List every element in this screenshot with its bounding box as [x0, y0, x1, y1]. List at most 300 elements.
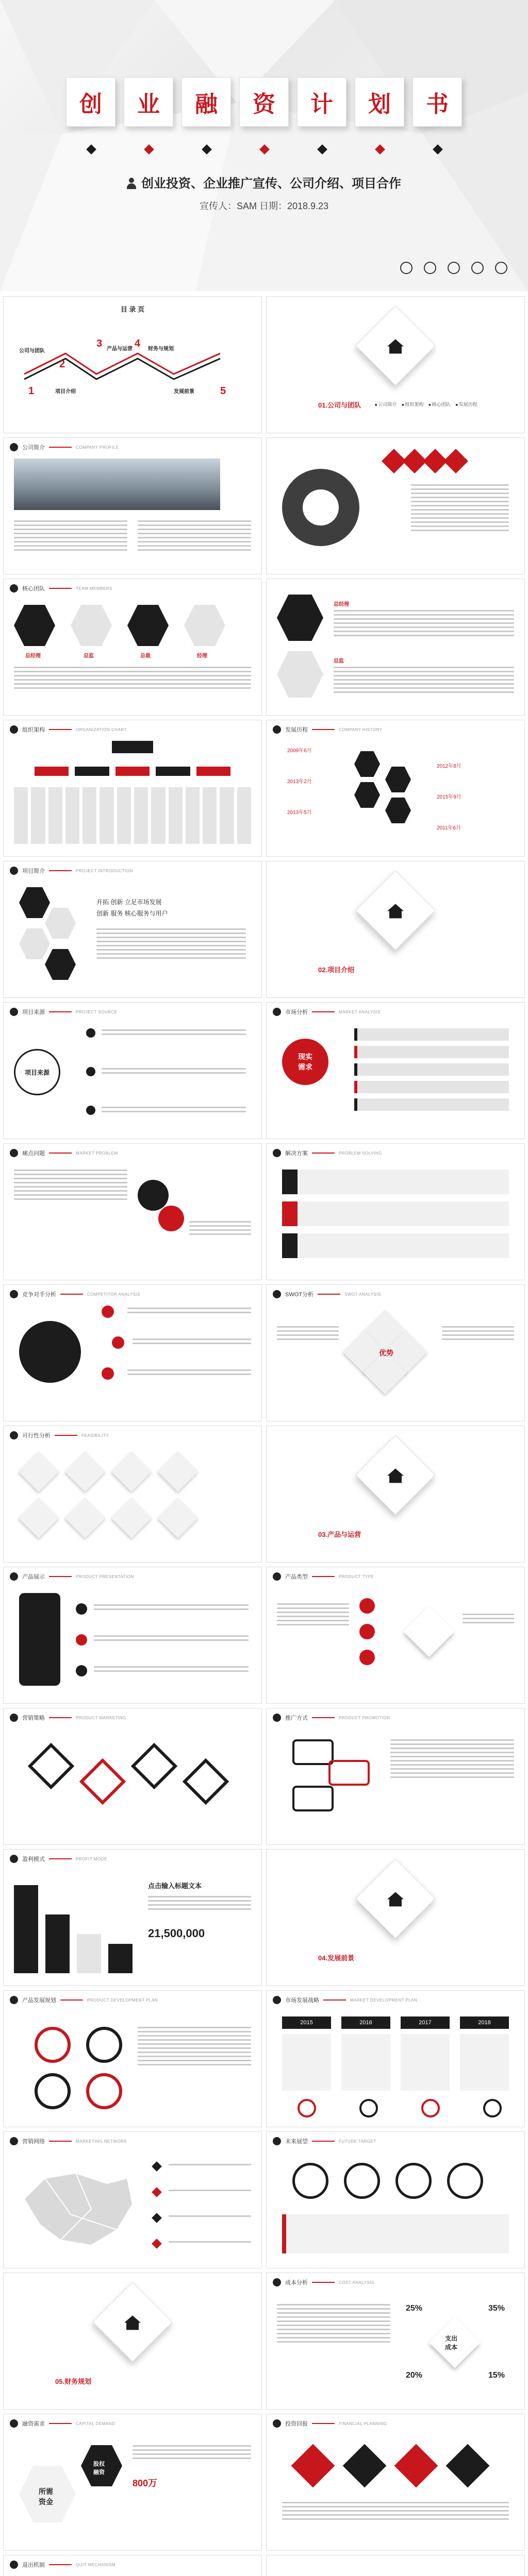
slide-network [3, 2131, 262, 2268]
slide-financing [3, 2414, 262, 2551]
header-en: PROJECT SOURCE [76, 1009, 118, 1014]
header-en: ORGANIZATION CHART [76, 727, 127, 732]
type-diamond [404, 1606, 455, 1657]
section-title: 04.发展前景 [318, 1954, 355, 1962]
header-icon [10, 1996, 18, 2004]
section-title: 02.项目介绍 [318, 966, 355, 974]
source-text [102, 1107, 246, 1115]
product-dot [76, 1634, 87, 1646]
diamond-red [443, 449, 468, 473]
avatar [14, 605, 55, 646]
slide-team [3, 579, 262, 716]
cover-title [0, 77, 528, 127]
investment-diamond [394, 2444, 438, 2488]
header-icon [10, 1149, 18, 1157]
competitor-photo [19, 1321, 81, 1383]
feasibility-diamond [157, 1497, 198, 1538]
org-level-2 [35, 767, 230, 776]
home-icon [386, 1890, 405, 1908]
type-dot [359, 1650, 375, 1665]
team-role: 总经理 [334, 602, 349, 607]
avatar [277, 651, 323, 698]
china-map [14, 2158, 138, 2261]
slide-history [266, 720, 525, 857]
type-text [277, 1603, 349, 1628]
slide-marketing [3, 1708, 262, 1845]
header-icon [10, 1431, 18, 1439]
solution-list [282, 1170, 509, 1258]
marketing-diamond [28, 1743, 75, 1790]
header-cn: 组织架构 [22, 727, 45, 733]
header-cn: 市场分析 [285, 1009, 308, 1015]
competitor-dot [112, 1336, 124, 1349]
header-icon [10, 725, 18, 734]
history-year: 2009年6月 [287, 748, 312, 754]
slide-promotion [266, 1708, 525, 1845]
toc-item: 项目介绍 [55, 389, 76, 395]
header-cn: 痛点问题 [22, 1150, 45, 1157]
header-icon [10, 1855, 18, 1863]
toc-num: 5 [220, 385, 226, 397]
slide-section-5 [3, 2273, 262, 2410]
slide-header [10, 867, 133, 875]
problem-circle [138, 1180, 169, 1211]
company-text [14, 520, 127, 553]
header-en: PRODUCT DEVELOPMENT PLAN [87, 1997, 158, 2003]
product-dot [76, 1665, 87, 1676]
phone-mockup [19, 1593, 60, 1686]
section-tags [375, 401, 477, 408]
promo-text [390, 1739, 514, 1781]
source-dot [86, 1067, 95, 1076]
slide-market [266, 1002, 525, 1139]
team-text [411, 484, 509, 534]
slide-section-2 [266, 861, 525, 998]
cost-percent: 35% [488, 2304, 505, 2313]
header-en: PROFIT MODE [76, 1856, 107, 1861]
avatar [184, 605, 225, 646]
marketing-diamond [131, 1743, 178, 1790]
title-char: 创 [66, 77, 116, 127]
header-icon [273, 725, 281, 734]
title-char: 资 [239, 77, 289, 127]
slide-competition [3, 1284, 262, 1421]
slide-header [273, 1290, 381, 1298]
slide-header [273, 1996, 417, 2004]
person-icon [127, 178, 136, 189]
header-cn: 成本分析 [285, 2280, 308, 2286]
problem-circle [158, 1206, 184, 1231]
history-year: 2011年6月 [437, 825, 461, 831]
header-icon [10, 1714, 18, 1722]
header-icon [10, 443, 18, 451]
slide-team-2 [266, 579, 525, 716]
profit-text [148, 1896, 251, 1912]
financing-center: 所需 资金 [39, 2487, 53, 2506]
header-en: CAPITAL DEMAND [76, 2421, 116, 2426]
plan-marker [483, 2099, 502, 2117]
plan-marker [298, 2099, 316, 2117]
section-tag: ■ 公司简介 [375, 401, 397, 408]
toc-num: 2 [59, 359, 65, 370]
header-icon [273, 2419, 281, 2428]
header-icon [273, 1290, 281, 1298]
header-icon [10, 2561, 18, 2569]
header-icon [273, 2278, 281, 2286]
title-char: 业 [124, 77, 173, 127]
avatar [71, 605, 112, 646]
header-en: FEASIBILITY [81, 1433, 109, 1438]
future-circle [344, 2163, 380, 2199]
slide-problem [3, 1143, 262, 1280]
plan-year: 2018 [460, 2016, 509, 2029]
problem-text [189, 1221, 251, 1238]
problem-text [14, 1170, 127, 1202]
plan-year: 2016 [341, 2016, 390, 2029]
avatar [127, 605, 169, 646]
swot-center: 优势 [379, 1349, 393, 1357]
header-en: FUTURE TARGET [339, 2139, 376, 2144]
section-diamond [355, 870, 436, 951]
section-title: 05.财务规划 [55, 2378, 92, 2385]
promo-box [292, 1786, 334, 1811]
plan-marker [421, 2099, 440, 2117]
promo-box [292, 1739, 334, 1765]
title-char: 融 [182, 77, 231, 127]
header-cn: 融资需求 [22, 2421, 45, 2427]
home-icon [386, 902, 405, 920]
history-hex [354, 751, 380, 777]
plan-cards [282, 2034, 509, 2091]
slide-type [266, 1567, 525, 1704]
plan-circle [86, 2073, 122, 2109]
home-icon [123, 2313, 142, 2332]
network-marker [152, 2161, 162, 2172]
header-icon [273, 2137, 281, 2145]
cost-percent: 15% [488, 2371, 505, 2380]
intro-hex [45, 908, 76, 939]
section-diamond [92, 2282, 173, 2362]
bulb-icon: 现实 需求 [282, 1039, 328, 1085]
header-icon [273, 1008, 281, 1016]
title-char: 划 [355, 77, 404, 127]
promo-box [328, 1760, 370, 1786]
future-box [282, 2214, 509, 2253]
feasibility-diamond [111, 1497, 152, 1538]
header-cn: 产品类型 [285, 1574, 308, 1580]
slide-thanks [266, 2555, 525, 2576]
history-year: 2012年8月 [437, 764, 461, 769]
slide-header [273, 1714, 390, 1722]
financing-text [133, 2445, 251, 2462]
slide-header [10, 1855, 107, 1863]
feasibility-diamond [157, 1451, 198, 1492]
header-icon [10, 867, 18, 875]
slide-header [273, 1008, 381, 1016]
header-en: QUIT MECHANISM [76, 2562, 116, 2567]
cost-center: 支出 成本 [445, 2335, 458, 2351]
plan-year: 2017 [401, 2016, 450, 2029]
home-icon [386, 337, 405, 355]
home-icon [386, 1466, 405, 1485]
toc-item: 发展前景 [174, 389, 194, 395]
header-cn: 营销网络 [22, 2139, 45, 2145]
plan-circle [35, 2027, 71, 2063]
slide-profit [3, 1849, 262, 1986]
competitor-text [133, 1338, 251, 1347]
intro-hex [45, 949, 76, 980]
header-icon [10, 1008, 18, 1016]
chart-icon [448, 262, 460, 274]
plan-marker [359, 2099, 378, 2117]
header-en: MARKETING NETWORK [76, 2139, 127, 2144]
slide-team-circle [266, 437, 525, 574]
avatar [277, 595, 323, 641]
slide-company [3, 437, 262, 574]
slide-plan [3, 1990, 262, 2127]
slide-swot [266, 1284, 525, 1421]
header-en: COMPANY PROFILE [76, 445, 119, 450]
slide-header [10, 584, 112, 592]
slide-header [10, 1431, 109, 1439]
header-en: PROBLEM SOLVING [339, 1150, 382, 1156]
competitor-dot [102, 1367, 114, 1380]
intro-line: 创新 服务 核心服务与用户 [96, 910, 168, 917]
cover-slide [0, 0, 528, 291]
header-cn: 可行性分析 [22, 1433, 51, 1439]
slide-header [10, 1149, 118, 1157]
financing-amount: 800万 [133, 2478, 158, 2488]
history-hex [385, 798, 411, 823]
slide-header [10, 1008, 118, 1016]
competitor-text [127, 1369, 251, 1378]
section-diamond [355, 1858, 436, 1939]
cost-text [277, 2304, 390, 2345]
header-cn: 竞争对手分析 [22, 1292, 56, 1298]
slide-header [10, 1714, 126, 1722]
slide-header [10, 725, 127, 734]
slide-header [10, 1572, 134, 1581]
slide-header [10, 2137, 127, 2145]
section-title: 03.产品与运营 [318, 1531, 361, 1538]
header-en: MARKET ANALYSIS [339, 1009, 381, 1014]
plan-text [138, 2027, 251, 2068]
source-dot [86, 1028, 95, 1038]
plan-circle [35, 2073, 71, 2109]
header-cn: 市场发展战略 [285, 1997, 319, 2004]
swot-text [442, 1326, 514, 1343]
slide-header [273, 1149, 382, 1157]
product-text [94, 1666, 249, 1674]
profit-heading: 点击输入标题文本 [148, 1882, 202, 1890]
section-diamond [355, 306, 436, 386]
toc-zigzag [4, 297, 262, 433]
slide-header [10, 443, 119, 451]
header-cn: 退出机制 [22, 2562, 45, 2568]
investment-diamond [343, 2444, 387, 2488]
slide-investment [266, 2414, 525, 2551]
slide-header [273, 2278, 374, 2286]
investment-diamond [291, 2444, 335, 2488]
header-cn: 发展历程 [285, 727, 308, 733]
header-cn: 解决方案 [285, 1150, 308, 1157]
plan-years [282, 2016, 509, 2029]
header-icon [273, 1996, 281, 2004]
cover-icon-row [400, 262, 507, 274]
header-icon [273, 1149, 281, 1157]
plan-year: 2015 [282, 2016, 331, 2029]
profit-bars [14, 1875, 133, 1973]
header-cn: 公司简介 [22, 445, 45, 451]
toc-item: 产品与运营 [107, 346, 133, 352]
header-en: PRODUCT TYPE [339, 1574, 374, 1579]
financing-sub: 股权 融资 [93, 2461, 105, 2476]
source-text [102, 1029, 246, 1038]
header-en: PRODUCT MARKETING [76, 1715, 126, 1720]
slide-header [273, 2137, 376, 2145]
title-char: 书 [412, 77, 462, 127]
bulb-icon [471, 262, 484, 274]
intro-text [96, 928, 246, 961]
network-text [169, 2164, 251, 2168]
future-circle [395, 2163, 432, 2199]
product-text [94, 1604, 249, 1613]
slide-strategy [266, 1990, 525, 2127]
profit-number: 21,500,000 [148, 1927, 205, 1940]
toc-title: 目 录 页 [120, 306, 145, 313]
slide-org [3, 720, 262, 857]
section-tag: ■ 核心团队 [428, 401, 450, 408]
history-year: 2013年2月 [287, 779, 312, 785]
marketing-diamond [79, 1758, 126, 1805]
header-cn: SWOT分析 [285, 1292, 314, 1298]
slide-header [10, 2419, 115, 2428]
source-dot [86, 1106, 95, 1115]
feasibility-diamond [64, 1451, 105, 1492]
section-diamond [355, 1435, 436, 1515]
team-role: 总监 [334, 658, 344, 664]
toc-num: 3 [96, 338, 103, 349]
header-en: COST ANALYSIS [339, 2280, 374, 2285]
history-hex [354, 782, 380, 808]
slide-header [273, 2419, 387, 2428]
toc-item: 公司与团队 [19, 348, 45, 354]
header-cn: 未来展望 [285, 2139, 308, 2145]
slide-future [266, 2131, 525, 2268]
intro-hex [19, 887, 50, 918]
cover-subtitle: 创业投资、企业推广宣传、公司介绍、项目合作 [0, 173, 528, 191]
network-marker [152, 2187, 162, 2197]
slide-header [273, 1572, 374, 1581]
slide-feasibility [3, 1426, 262, 1563]
slide-source [3, 1002, 262, 1139]
slide-cost [266, 2273, 525, 2410]
header-cn: 产品展示 [22, 1574, 45, 1580]
slide-toc [3, 296, 262, 433]
header-cn: 推广方式 [285, 1715, 308, 1721]
competitor-text [127, 1308, 251, 1316]
slide-section-4 [266, 1849, 525, 1986]
slide-section-3 [266, 1426, 525, 1563]
slide-solution [266, 1143, 525, 1280]
network-marker [152, 2213, 162, 2223]
ring-center [303, 489, 339, 526]
header-en: MARKET PROBLEM [76, 1150, 118, 1156]
type-text [463, 1614, 514, 1626]
team-role: 总经理 [25, 653, 41, 659]
header-icon [10, 584, 18, 592]
team-role: 总裁 [140, 653, 151, 659]
product-dot [76, 1603, 87, 1615]
toc-num: 1 [28, 385, 35, 397]
slide-product [3, 1567, 262, 1704]
swot-text [277, 1326, 339, 1343]
header-cn: 项目来源 [22, 1009, 45, 1015]
header-cn: 投资回报 [285, 2421, 308, 2427]
header-icon [10, 1290, 18, 1298]
header-cn: 项目简介 [22, 868, 45, 874]
type-dot [359, 1624, 375, 1639]
header-en: SWOT ANALYSIS [344, 1292, 381, 1297]
history-year: 2013年5月 [287, 810, 312, 816]
team-text [14, 667, 251, 691]
market-list [354, 1028, 509, 1116]
header-en: TEAM MEMBERS [76, 586, 112, 591]
cost-percent: 25% [406, 2304, 423, 2313]
header-cn: 盈利模式 [22, 1856, 45, 1862]
slide-header [10, 1290, 140, 1298]
header-icon [10, 2137, 18, 2145]
slide-section-1 [266, 296, 525, 433]
header-en: PRODUCT PROMOTION [339, 1715, 390, 1720]
section-title: 01.公司与团队 [318, 401, 361, 409]
investment-diamond [446, 2444, 490, 2488]
header-en: PRODUCT PRESENTATION [76, 1574, 134, 1579]
section-tag: ■ 组织架构 [402, 401, 423, 408]
feasibility-diamond [111, 1451, 152, 1492]
source-center: 项目来源 [14, 1049, 60, 1095]
intro-line: 开拓 创新 立足市场发展 [96, 899, 162, 906]
network-text [169, 2215, 251, 2219]
history-year: 2015年9月 [437, 794, 461, 800]
header-icon [10, 1572, 18, 1581]
header-en: PROJECT INTRODUCTION [76, 868, 133, 873]
user-icon [424, 262, 436, 274]
slide-header [10, 1996, 158, 2004]
slide-exit [3, 2555, 262, 2576]
future-circle [447, 2163, 483, 2199]
header-en: FINANCIAL PLANNING [339, 2421, 387, 2426]
header-cn: 产品发展规划 [22, 1997, 56, 2004]
cost-percent: 20% [406, 2371, 423, 2380]
network-text [169, 2241, 251, 2245]
intro-hex [19, 928, 50, 959]
header-en: MARKET DEVELOPMENT PLAN [350, 1997, 418, 2003]
header-cn: 营销策略 [22, 1715, 45, 1721]
team-role: 总监 [84, 653, 94, 659]
type-dot [359, 1598, 375, 1614]
marketing-diamond [183, 1758, 229, 1805]
team-role: 经理 [197, 653, 207, 659]
cover-meta: 宣传人：SAM 日期：2018.9.23 [199, 201, 329, 211]
org-root [112, 741, 153, 753]
feasibility-diamond [18, 1497, 59, 1538]
slide-header [10, 2561, 116, 2569]
investment-text [282, 2502, 509, 2522]
source-text [102, 1068, 246, 1076]
history-hex [385, 767, 411, 792]
header-icon [273, 1572, 281, 1581]
